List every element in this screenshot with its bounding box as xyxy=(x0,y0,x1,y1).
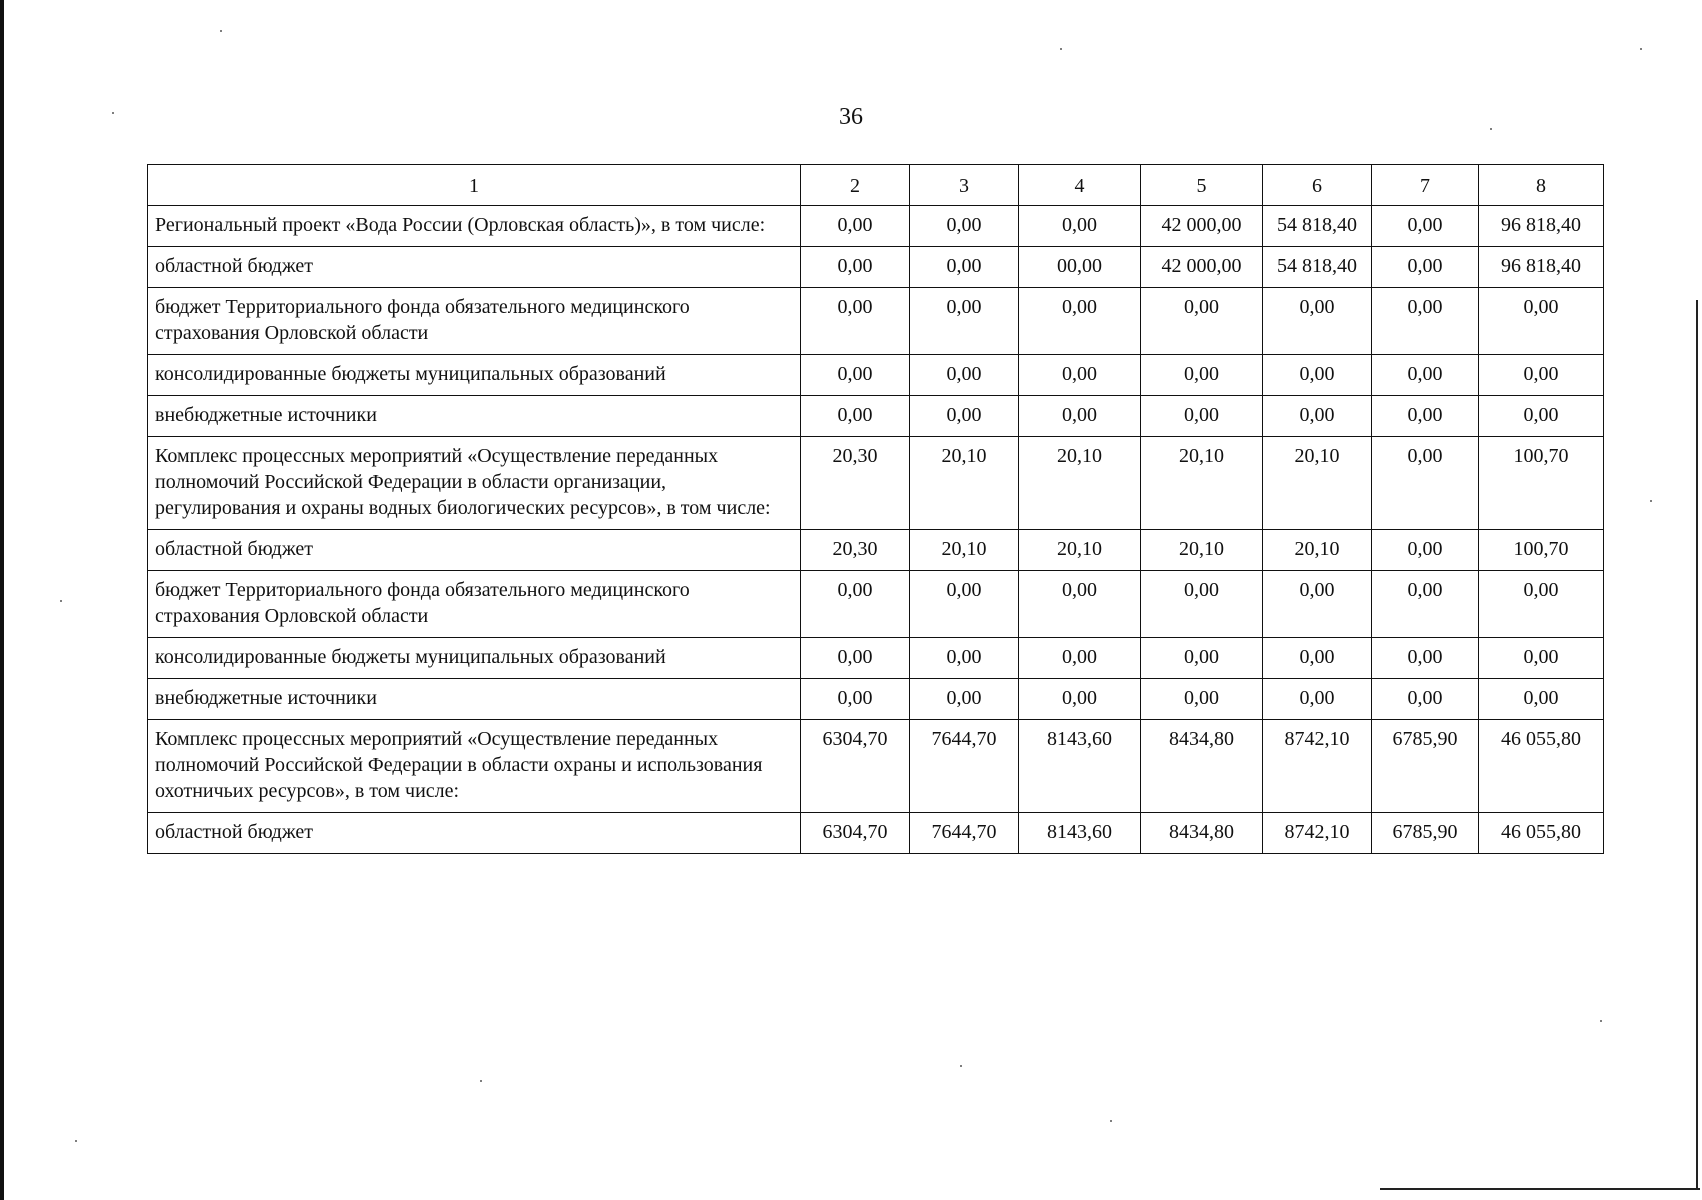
value-cell: 20,10 xyxy=(1141,530,1263,571)
value-cell: 46 055,80 xyxy=(1479,720,1604,813)
value-cell: 0,00 xyxy=(1372,355,1479,396)
value-cell: 0,00 xyxy=(1372,288,1479,355)
value-cell: 6304,70 xyxy=(801,813,910,854)
header-cell: 1 xyxy=(148,165,801,206)
table-header xyxy=(148,165,1604,206)
table-row xyxy=(148,206,1604,247)
value-cell: 20,30 xyxy=(801,437,910,530)
scan-speck xyxy=(1600,1020,1602,1022)
value-cell: 0,00 xyxy=(1372,571,1479,638)
table-row xyxy=(148,247,1604,288)
row-label: областной бюджет xyxy=(148,813,801,854)
value-cell: 0,00 xyxy=(1141,679,1263,720)
header-cell: 2 xyxy=(801,165,910,206)
value-cell: 8434,80 xyxy=(1141,720,1263,813)
row-label: Комплекс процессных мероприятий «Осуществление переданных полномочий Российской Федерации в области охраны и использования охотничьих ресурсов», в том числе: xyxy=(148,720,801,813)
value-cell: 0,00 xyxy=(1372,437,1479,530)
value-cell: 00,00 xyxy=(1019,247,1141,288)
value-cell: 0,00 xyxy=(1141,571,1263,638)
value-cell: 46 055,80 xyxy=(1479,813,1604,854)
table-row xyxy=(148,813,1604,854)
value-cell: 0,00 xyxy=(1019,396,1141,437)
table-row xyxy=(148,638,1604,679)
value-cell: 0,00 xyxy=(1372,396,1479,437)
header-cell: 7 xyxy=(1372,165,1479,206)
scan-speck xyxy=(960,1065,962,1067)
budget-table xyxy=(147,164,1604,854)
value-cell: 0,00 xyxy=(801,288,910,355)
scan-speck xyxy=(480,1080,482,1082)
value-cell: 0,00 xyxy=(910,206,1019,247)
value-cell: 0,00 xyxy=(1479,679,1604,720)
table-row xyxy=(148,720,1604,813)
header-cell: 8 xyxy=(1479,165,1604,206)
value-cell: 100,70 xyxy=(1479,437,1604,530)
row-label: Комплекс процессных мероприятий «Осуществление переданных полномочий Российской Федерации в области организации, регулирования и охраны водных биологических ресурсов», в том числе: xyxy=(148,437,801,530)
value-cell: 7644,70 xyxy=(910,720,1019,813)
row-label: областной бюджет xyxy=(148,530,801,571)
value-cell: 0,00 xyxy=(910,288,1019,355)
value-cell: 0,00 xyxy=(1479,396,1604,437)
value-cell: 0,00 xyxy=(1479,288,1604,355)
value-cell: 0,00 xyxy=(910,355,1019,396)
value-cell: 0,00 xyxy=(1263,355,1372,396)
value-cell: 0,00 xyxy=(801,396,910,437)
value-cell: 8143,60 xyxy=(1019,813,1141,854)
value-cell: 54 818,40 xyxy=(1263,206,1372,247)
value-cell: 0,00 xyxy=(1372,206,1479,247)
value-cell: 54 818,40 xyxy=(1263,247,1372,288)
value-cell: 20,10 xyxy=(1263,530,1372,571)
value-cell: 0,00 xyxy=(1141,288,1263,355)
scan-speck xyxy=(1650,500,1652,502)
value-cell: 0,00 xyxy=(1263,288,1372,355)
row-label: консолидированные бюджеты муниципальных образований xyxy=(148,355,801,396)
value-cell: 20,10 xyxy=(910,530,1019,571)
value-cell: 6304,70 xyxy=(801,720,910,813)
table-row xyxy=(148,288,1604,355)
header-row xyxy=(148,165,1604,206)
value-cell: 42 000,00 xyxy=(1141,206,1263,247)
value-cell: 42 000,00 xyxy=(1141,247,1263,288)
value-cell: 0,00 xyxy=(801,638,910,679)
header-cell: 4 xyxy=(1019,165,1141,206)
value-cell: 20,10 xyxy=(1019,530,1141,571)
scan-speck xyxy=(1110,1120,1112,1122)
value-cell: 0,00 xyxy=(910,638,1019,679)
page-number: 36 xyxy=(839,104,863,130)
row-label: бюджет Территориального фонда обязательного медицинского страхования Орловской области xyxy=(148,571,801,638)
value-cell: 0,00 xyxy=(1019,638,1141,679)
value-cell: 8434,80 xyxy=(1141,813,1263,854)
value-cell: 0,00 xyxy=(1019,206,1141,247)
value-cell: 20,10 xyxy=(1019,437,1141,530)
value-cell: 0,00 xyxy=(1372,530,1479,571)
value-cell: 0,00 xyxy=(910,679,1019,720)
value-cell: 0,00 xyxy=(801,355,910,396)
header-cell: 6 xyxy=(1263,165,1372,206)
value-cell: 0,00 xyxy=(1019,679,1141,720)
value-cell: 6785,90 xyxy=(1372,813,1479,854)
value-cell: 8742,10 xyxy=(1263,813,1372,854)
value-cell: 0,00 xyxy=(1263,638,1372,679)
value-cell: 0,00 xyxy=(1019,288,1141,355)
value-cell: 0,00 xyxy=(801,571,910,638)
value-cell: 0,00 xyxy=(1019,571,1141,638)
scan-edge-bottom xyxy=(1380,1188,1700,1190)
value-cell: 0,00 xyxy=(1141,355,1263,396)
scan-edge-left xyxy=(0,0,4,1200)
scan-edge-right xyxy=(1696,300,1698,1190)
scan-speck xyxy=(60,600,62,602)
table-row xyxy=(148,355,1604,396)
scan-speck xyxy=(1490,128,1492,130)
value-cell: 0,00 xyxy=(1141,396,1263,437)
scan-speck xyxy=(1060,48,1062,50)
value-cell: 0,00 xyxy=(910,247,1019,288)
value-cell: 0,00 xyxy=(1372,679,1479,720)
scan-speck xyxy=(112,112,114,114)
value-cell: 0,00 xyxy=(1263,396,1372,437)
value-cell: 0,00 xyxy=(1263,679,1372,720)
value-cell: 0,00 xyxy=(1479,355,1604,396)
value-cell: 8143,60 xyxy=(1019,720,1141,813)
value-cell: 0,00 xyxy=(1263,571,1372,638)
value-cell: 0,00 xyxy=(1141,638,1263,679)
table-row xyxy=(148,679,1604,720)
row-label: внебюджетные источники xyxy=(148,679,801,720)
value-cell: 0,00 xyxy=(1372,247,1479,288)
value-cell: 0,00 xyxy=(801,206,910,247)
header-cell: 5 xyxy=(1141,165,1263,206)
table-body xyxy=(148,206,1604,854)
scan-speck xyxy=(1640,48,1642,50)
scan-speck xyxy=(220,30,222,32)
value-cell: 0,00 xyxy=(801,679,910,720)
row-label: бюджет Территориального фонда обязательного медицинского страхования Орловской области xyxy=(148,288,801,355)
value-cell: 20,10 xyxy=(1141,437,1263,530)
row-label: внебюджетные источники xyxy=(148,396,801,437)
value-cell: 20,30 xyxy=(801,530,910,571)
value-cell: 96 818,40 xyxy=(1479,206,1604,247)
row-label: Региональный проект «Вода России (Орловская область)», в том числе: xyxy=(148,206,801,247)
table-row xyxy=(148,396,1604,437)
value-cell: 6785,90 xyxy=(1372,720,1479,813)
value-cell: 0,00 xyxy=(910,571,1019,638)
value-cell: 0,00 xyxy=(910,396,1019,437)
value-cell: 100,70 xyxy=(1479,530,1604,571)
row-label: консолидированные бюджеты муниципальных образований xyxy=(148,638,801,679)
table-row xyxy=(148,530,1604,571)
value-cell: 96 818,40 xyxy=(1479,247,1604,288)
value-cell: 20,10 xyxy=(1263,437,1372,530)
value-cell: 0,00 xyxy=(801,247,910,288)
table-row xyxy=(148,571,1604,638)
value-cell: 8742,10 xyxy=(1263,720,1372,813)
value-cell: 0,00 xyxy=(1479,571,1604,638)
row-label: областной бюджет xyxy=(148,247,801,288)
table-row xyxy=(148,437,1604,530)
value-cell: 7644,70 xyxy=(910,813,1019,854)
value-cell: 0,00 xyxy=(1479,638,1604,679)
header-cell: 3 xyxy=(910,165,1019,206)
scan-speck xyxy=(75,1140,77,1142)
value-cell: 0,00 xyxy=(1372,638,1479,679)
value-cell: 20,10 xyxy=(910,437,1019,530)
value-cell: 0,00 xyxy=(1019,355,1141,396)
